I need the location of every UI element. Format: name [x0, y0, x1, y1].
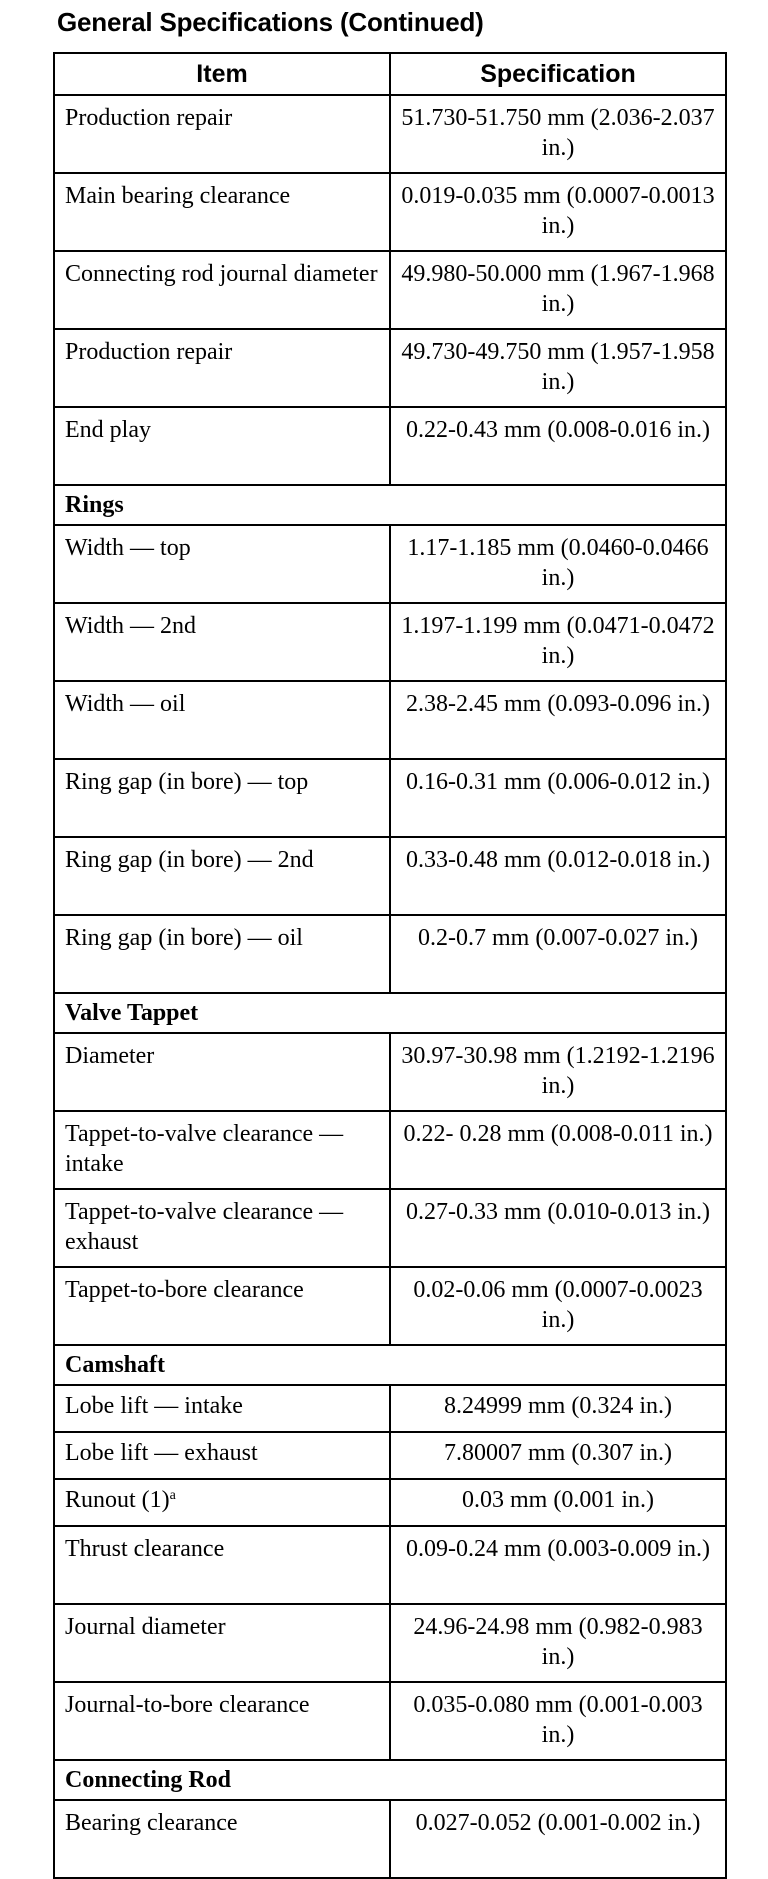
item-text: Thrust clearance [65, 1536, 225, 1562]
specification-cell: 0.16-0.31 mm (0.006-0.012 in.) [390, 759, 726, 837]
table-row [54, 915, 726, 993]
item-cell [54, 1267, 390, 1345]
item-text: Journal-to-bore clearance [65, 1692, 310, 1718]
item-text: Production repair [65, 339, 233, 365]
section-heading: Valve Tappet [54, 993, 726, 1033]
specification-cell: 24.96-24.98 mm (0.982-0.983 in.) [390, 1604, 726, 1682]
item-text: Ring gap (in bore) — oil [65, 925, 303, 951]
spec-table [53, 52, 727, 1879]
item-text: Width — oil [65, 691, 186, 717]
specification-cell: 7.80007 mm (0.307 in.) [390, 1432, 726, 1479]
specification-cell: 1.197-1.199 mm (0.0471-0.0472 in.) [390, 603, 726, 681]
item-cell [54, 759, 390, 837]
spec-table-body [54, 95, 726, 1878]
table-row [54, 1682, 726, 1760]
item-text: Diameter [65, 1043, 155, 1069]
table-row [54, 1432, 726, 1479]
table-row [54, 251, 726, 329]
item-text: Ring gap (in bore) — top [65, 769, 309, 795]
item-cell [54, 251, 390, 329]
section-heading: Connecting Rod [54, 1760, 726, 1800]
table-row [54, 1385, 726, 1432]
item-cell [54, 1604, 390, 1682]
item-text: Runout (1) [65, 1487, 170, 1513]
item-text: Lobe lift — intake [65, 1393, 243, 1419]
section-heading: Camshaft [54, 1345, 726, 1385]
column-header-item: Item [54, 53, 390, 95]
specification-cell: 2.38-2.45 mm (0.093-0.096 in.) [390, 681, 726, 759]
item-cell [54, 1526, 390, 1604]
item-cell [54, 837, 390, 915]
item-text: Connecting rod journal diameter [65, 261, 378, 287]
section-row [54, 1760, 726, 1800]
table-row [54, 1111, 726, 1189]
item-text: Bearing clearance [65, 1810, 238, 1836]
item-cell [54, 407, 390, 485]
item-text: Production repair [65, 105, 233, 131]
table-row [54, 759, 726, 837]
table-row [54, 681, 726, 759]
table-row [54, 95, 726, 173]
section-row [54, 485, 726, 525]
section-row [54, 993, 726, 1033]
table-row [54, 525, 726, 603]
item-cell [54, 1682, 390, 1760]
specification-cell: 0.2-0.7 mm (0.007-0.027 in.) [390, 915, 726, 993]
specification-cell: 0.027-0.052 (0.001-0.002 in.) [390, 1800, 726, 1878]
item-cell [54, 915, 390, 993]
specification-cell: 0.27-0.33 mm (0.010-0.013 in.) [390, 1189, 726, 1267]
item-text: Tappet-to-valve clearance — exhaust [65, 1199, 344, 1255]
footnote-marker: a [169, 1488, 176, 1503]
specification-cell: 0.02-0.06 mm (0.0007-0.0023 in.) [390, 1267, 726, 1345]
item-cell [54, 95, 390, 173]
item-cell [54, 1189, 390, 1267]
table-row [54, 1604, 726, 1682]
specification-cell: 0.33-0.48 mm (0.012-0.018 in.) [390, 837, 726, 915]
item-text: Journal diameter [65, 1614, 226, 1640]
table-row [54, 837, 726, 915]
item-cell [54, 329, 390, 407]
specification-cell: 30.97-30.98 mm (1.2192-1.2196 in.) [390, 1033, 726, 1111]
item-text: Lobe lift — exhaust [65, 1440, 258, 1466]
specification-cell: 0.09-0.24 mm (0.003-0.009 in.) [390, 1526, 726, 1604]
item-cell [54, 1385, 390, 1432]
specification-cell: 8.24999 mm (0.324 in.) [390, 1385, 726, 1432]
specification-cell: 0.22-0.43 mm (0.008-0.016 in.) [390, 407, 726, 485]
table-row [54, 1800, 726, 1878]
table-row [54, 1479, 726, 1526]
item-cell [54, 681, 390, 759]
page-title: General Specifications (Continued) [57, 7, 484, 37]
section-row [54, 1345, 726, 1385]
specification-cell: 51.730-51.750 mm (2.036-2.037 in.) [390, 95, 726, 173]
item-cell [54, 603, 390, 681]
item-text: Ring gap (in bore) — 2nd [65, 847, 314, 873]
table-row [54, 1267, 726, 1345]
table-row [54, 603, 726, 681]
table-header-row [54, 53, 726, 95]
item-text: Width — 2nd [65, 613, 197, 639]
specification-cell: 49.980-50.000 mm (1.967-1.968 in.) [390, 251, 726, 329]
specification-cell: 0.035-0.080 mm (0.001-0.003 in.) [390, 1682, 726, 1760]
specification-cell: 49.730-49.750 mm (1.957-1.958 in.) [390, 329, 726, 407]
table-row [54, 1189, 726, 1267]
specification-cell: 0.03 mm (0.001 in.) [390, 1479, 726, 1526]
section-heading: Rings [54, 485, 726, 525]
item-cell [54, 1479, 390, 1526]
item-cell [54, 173, 390, 251]
item-cell [54, 1800, 390, 1878]
item-cell [54, 1111, 390, 1189]
specification-cell: 1.17-1.185 mm (0.0460-0.0466 in.) [390, 525, 726, 603]
table-row [54, 407, 726, 485]
table-row [54, 329, 726, 407]
item-text: Width — top [65, 535, 191, 561]
item-text: Main bearing clearance [65, 183, 291, 209]
item-text: Tappet-to-bore clearance [65, 1277, 304, 1303]
table-row [54, 1526, 726, 1604]
column-header-specification: Specification [390, 53, 726, 95]
item-cell [54, 1432, 390, 1479]
table-row [54, 173, 726, 251]
item-text: Tappet-to-valve clearance — intake [65, 1121, 344, 1177]
specification-cell: 0.22- 0.28 mm (0.008-0.011 in.) [390, 1111, 726, 1189]
table-row [54, 1033, 726, 1111]
item-cell [54, 1033, 390, 1111]
item-text: End play [65, 417, 151, 443]
item-cell [54, 525, 390, 603]
specification-cell: 0.019-0.035 mm (0.0007-0.0013 in.) [390, 173, 726, 251]
